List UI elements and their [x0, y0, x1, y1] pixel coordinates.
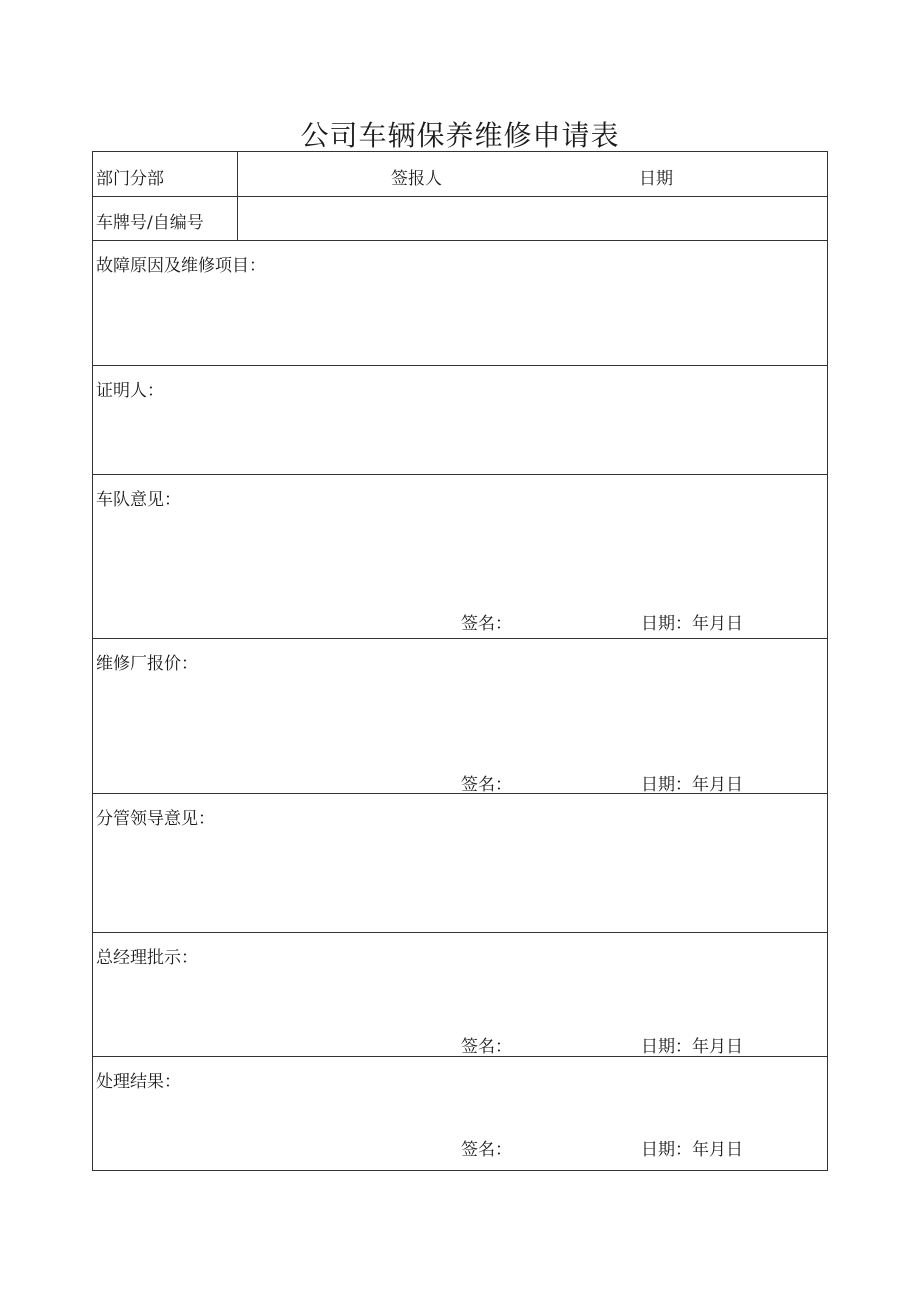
witness-label: 证明人：: [96, 381, 164, 401]
repair-request-form: [92, 151, 828, 1171]
header-row: [93, 152, 827, 197]
fleet-section: [93, 475, 827, 639]
fleet-date-label: 日期：年月日: [641, 614, 743, 634]
witness-section: [93, 366, 827, 475]
result-date-label: 日期：年月日: [641, 1140, 743, 1160]
quote-sign-label: 签名：: [461, 775, 512, 795]
column-divider: [237, 152, 238, 196]
fleet-sign-label: 签名：: [461, 614, 512, 634]
result-sign-label: 签名：: [461, 1140, 512, 1160]
gm-sign-label: 签名：: [461, 1037, 512, 1057]
plate-row: [93, 197, 827, 241]
fault-label: 故障原因及维修项目：: [96, 256, 266, 276]
leader-section: [93, 794, 827, 933]
dept-label: 部门分部: [96, 169, 164, 189]
result-label: 处理结果：: [96, 1072, 181, 1092]
gm-date-label: 日期：年月日: [641, 1037, 743, 1057]
fault-section: [93, 241, 827, 366]
result-section: [93, 1057, 827, 1171]
gm-section: [93, 933, 827, 1057]
fleet-label: 车队意见：: [96, 490, 181, 510]
column-divider: [237, 197, 238, 241]
leader-label: 分管领导意见：: [96, 809, 215, 829]
gm-label: 总经理批示：: [96, 948, 198, 968]
quote-label: 维修厂报价：: [96, 654, 198, 674]
form-title: 公司车辆保养维修申请表: [300, 119, 620, 152]
plate-label: 车牌号/自编号: [96, 213, 204, 233]
quote-section: [93, 639, 827, 794]
quote-date-label: 日期：年月日: [641, 775, 743, 795]
date-label: 日期: [639, 169, 673, 189]
reporter-label: 签报人: [391, 169, 442, 189]
